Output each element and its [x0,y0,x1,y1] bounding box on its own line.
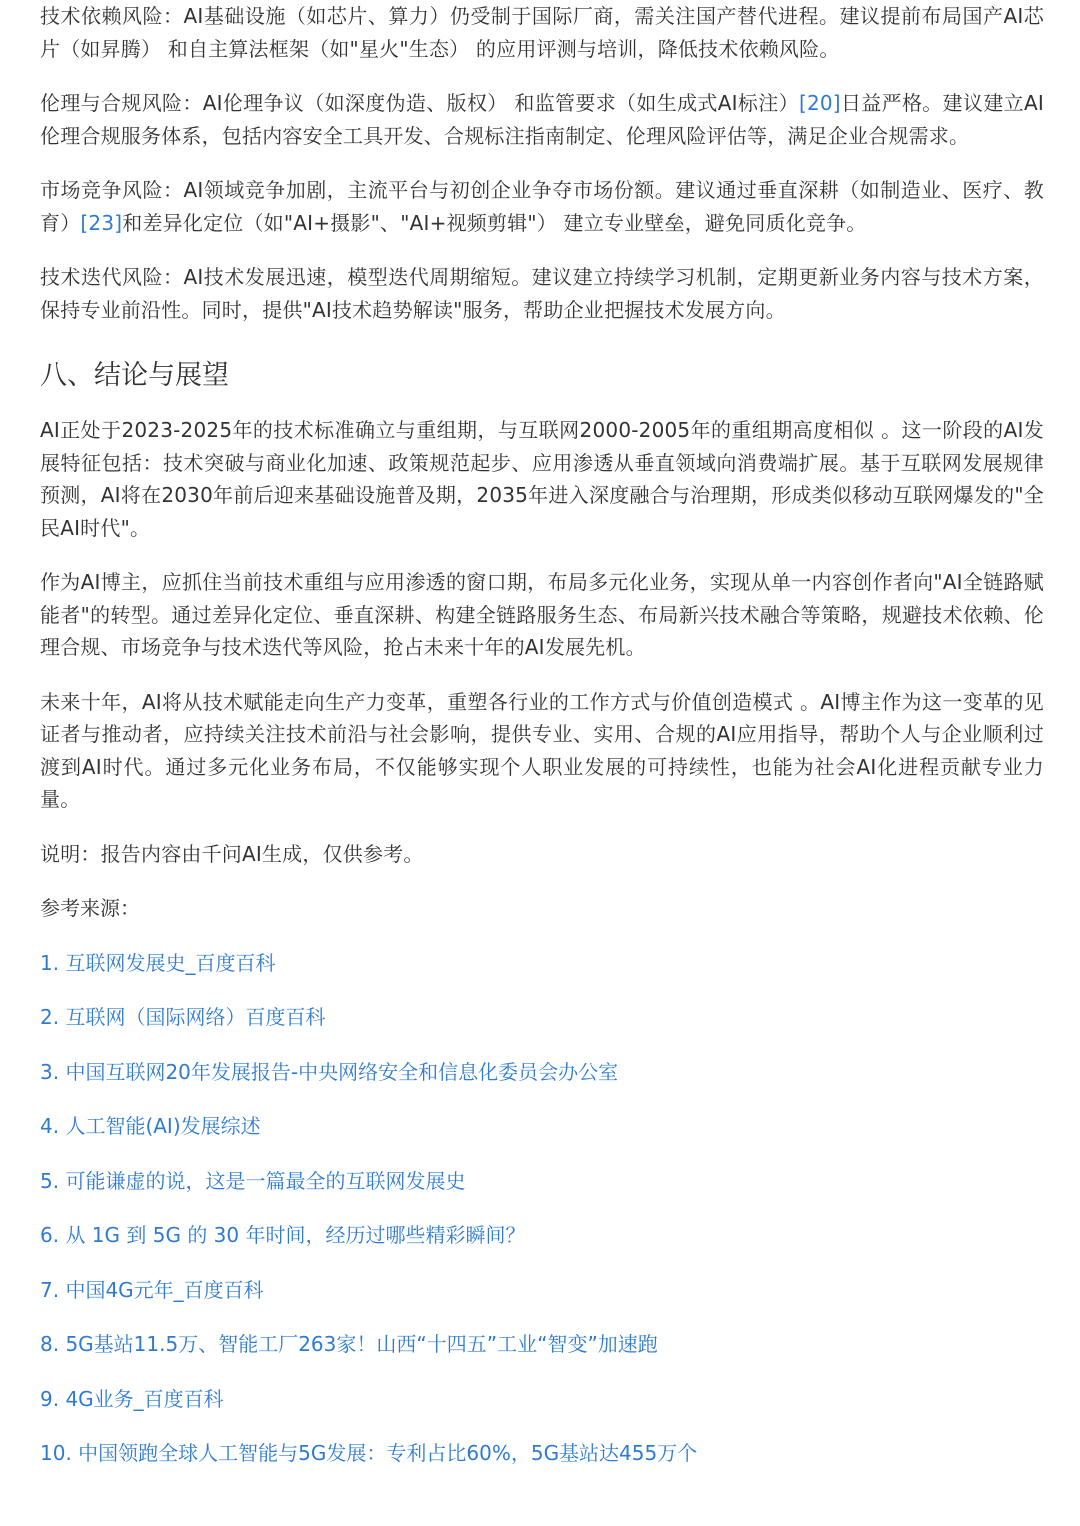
references-title: 参考来源： [40,896,140,920]
reference-link[interactable]: 5. 可能谦虚的说，这是一篇最全的互联网发展史 [40,1168,466,1193]
reference-link[interactable]: 3. 中国互联网20年发展报告-中央网络安全和信息化委员会办公室 [40,1059,619,1084]
references-list [40,947,1044,1470]
reference-link[interactable]: 4. 人工智能(AI)发展综述 [40,1114,261,1138]
reference-link[interactable]: 6. 从 1G 到 5G 的 30 年时间，经历过哪些精彩瞬间？ [40,1223,526,1247]
article-body [40,0,1044,1469]
reference-link[interactable]: 7. 中国4G元年_百度百科 [40,1277,264,1302]
risk-ethics-text-before: 伦理与合规风险：AI伦理争议（如深度伪造、版权） 和监管要求（如生成式AI标注） [40,91,799,115]
conclusion-paragraph-2: 作为AI博主，应抓住当前技术重组与应用渗透的窗口期，布局多元化业务，实现从单一内容创作者向"AI全链路赋能者"的转型。通过差异化定位、垂直深耕、构建全链路服务生态、布局新兴技术融合等策略，规避技术依赖、伦理合规、市场竞争与技术迭代等风险，抢占未来十年的AI发展先机。 [40,570,1044,659]
reference-link[interactable]: 1. 互联网发展史_百度百科 [40,950,276,975]
reference-link[interactable]: 2. 互联网（国际网络）百度百科 [40,1005,326,1029]
risk-iteration [40,261,1044,326]
risk-tech-dependency [40,0,1044,65]
citation-link-23[interactable]: [23] [80,210,123,235]
risk-market-text-after: 和差异化定位（如"AI+摄影"、"AI+视频剪辑"） 建立专业壁垒，避免同质化竞争。 [122,210,867,235]
reference-link[interactable]: 10. 中国领跑全球人工智能与5G发展：专利占比60%，5G基站达455万个 [40,1441,698,1465]
risk-tech-dependency-text: 技术依赖风险：AI基础设施（如芯片、算力）仍受制于国际厂商，需关注国产替代进程。建议提前布局国产AI芯片（如昇腾） 和自主算法框架（如"星火"生态） 的应用评测与培训，降低技术依赖风险。 [40,4,1044,61]
reference-link[interactable]: 8. 5G基站11.5万、智能工厂263家！山西“十四五”工业“智变”加速跑 [40,1332,658,1356]
reference-link[interactable]: 9. 4G业务_百度百科 [40,1386,224,1411]
citation-link-20[interactable]: [20] [798,91,841,115]
disclaimer-note: 说明：报告内容由千问AI生成，仅供参考。 [40,841,424,866]
conclusion-paragraph-3: 未来十年，AI将从技术赋能走向生产力变革，重塑各行业的工作方式与价值创造模式 。AI博主作为这一变革的见证者与推动者，应持续关注技术前沿与社会影响，提供专业、实用、合规的AI应用指导，帮助个人与企业顺利过渡到AI时代。通过多元化业务布局，不仅能够实现个人职业发展的可持续性，也能为社会AI化进程贡献专业力量。 [40,689,1044,811]
risk-iteration-text: 技术迭代风险：AI技术发展迅速，模型迭代周期缩短。建议建立持续学习机制，定期更新业务内容与技术方案，保持专业前沿性。同时，提供"AI技术趋势解读"服务，帮助企业把握技术发展方向。 [40,265,1044,322]
section-title: 八、结论与展望 [40,360,229,391]
risk-ethics-text-after: 日益严格。建议建立AI伦理合规服务体系，包括内容安全工具开发、合规标注指南制定、伦理风险评估等，满足企业合规需求。 [40,91,1044,148]
conclusion-paragraph-1: AI正处于2023-2025年的技术标准确立与重组期，与互联网2000-2005年的重组期高度相似 。这一阶段的AI发展特征包括：技术突破与商业化加速、政策规范起步、应用渗透从垂直领域向消费端扩展。基于互联网发展规律预测，AI将在2030年前后迎来基础设施普及期，2035年进入深度融合与治理期，形成类似移动互联网爆发的"全民AI时代"。 [40,418,1044,540]
risk-market [40,174,1044,239]
risk-market-text-before: 市场竞争风险：AI领域竞争加剧，主流平台与初创企业争夺市场份额。建议通过垂直深耕（如制造业、医疗、教育） [40,178,1044,235]
risk-ethics [40,87,1044,152]
